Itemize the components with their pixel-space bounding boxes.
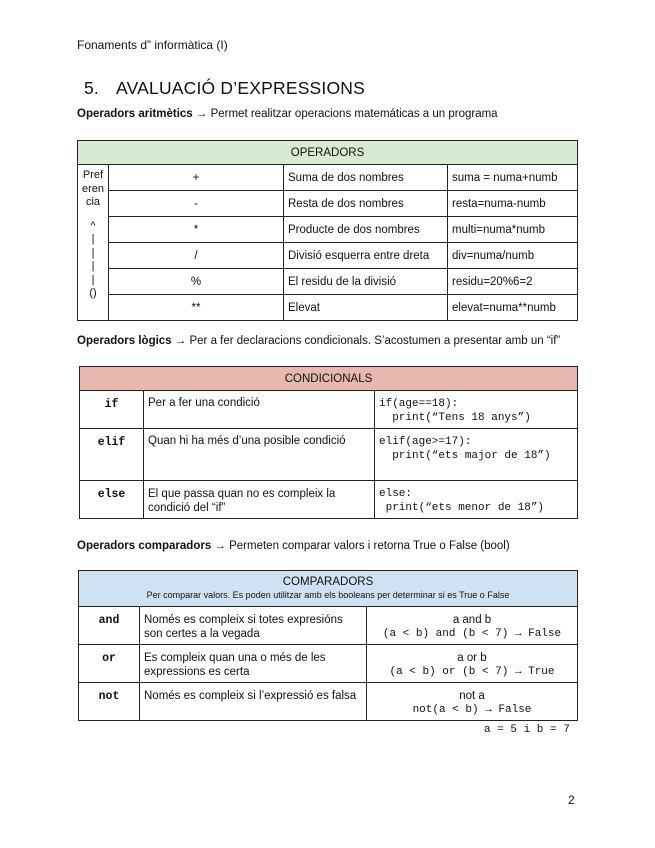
logic-intro-text: → Per a fer declaracions condicionals. S’acostumen a presentar amb un “if”: [171, 335, 561, 347]
operator-symbol: +: [109, 165, 284, 191]
section-title-text: AVALUACIÓ D’EXPRESSIONS: [116, 78, 366, 98]
keyword-cell: or: [79, 645, 140, 683]
operator-symbol: **: [109, 295, 284, 321]
precedence-arrow: |: [91, 260, 95, 272]
keyword-cell: not: [79, 683, 140, 721]
operator-symbol: *: [109, 217, 284, 243]
conditional-description: Quan hi ha més d’una posible condició: [144, 429, 375, 481]
logic-intro: [77, 335, 560, 347]
keyword-cell: if: [80, 391, 144, 429]
comparators-table: [78, 570, 578, 721]
comparators-header: [79, 571, 578, 607]
example-label: a and b: [452, 614, 492, 626]
comparators-intro: [77, 540, 510, 552]
comparator-example: [367, 683, 578, 721]
operator-example: suma = numa+numb: [448, 165, 578, 191]
code-line: print(“Tens 18 anys”): [379, 412, 531, 424]
code-line: elif(age>=17):: [379, 436, 472, 448]
conditional-code: [375, 391, 578, 429]
operator-example: div=numa/numb: [448, 243, 578, 269]
code-line: if(age==18):: [379, 398, 459, 410]
keyword-cell: and: [79, 607, 140, 645]
operators-table: [77, 140, 578, 321]
comparators-intro-text: → Permeten comparar valors i retorna True o False (bool): [211, 540, 510, 552]
operator-symbol: -: [109, 191, 284, 217]
code-line: print(“ets menor de 18”): [379, 502, 545, 514]
conditional-description: Per a fer una condició: [144, 391, 375, 429]
precedence-text: cia: [85, 196, 101, 208]
example-label: not a: [459, 690, 485, 702]
page-number: 2: [568, 793, 575, 807]
operator-description: Producte de dos nombres: [284, 217, 448, 243]
example-label: a or b: [457, 652, 487, 664]
operator-description: Elevat: [284, 295, 448, 321]
keyword-cell: else: [80, 481, 144, 519]
section-number: 5.: [84, 78, 99, 98]
code-line: else:: [379, 488, 413, 500]
section-title: [84, 78, 365, 99]
comparator-example: [367, 645, 578, 683]
precedence-arrow: |: [91, 246, 95, 259]
operator-description: Divisió esquerra entre dreta: [284, 243, 448, 269]
arith-intro: [77, 108, 498, 120]
operator-description: Resta de dos nombres: [284, 191, 448, 217]
document-header: Fonaments d” informàtica (I): [77, 38, 228, 52]
code-line: print(“ets major de 18”): [379, 450, 551, 462]
comparator-description: Només es compleix si l’expressió es falsa: [140, 683, 367, 721]
precedence-arrow: ^: [90, 219, 96, 232]
conditionals-table: [79, 366, 578, 519]
comparators-subtitle: Per comparar valors. Es poden utilitzar amb els booleans per determinar si es True o False: [146, 589, 510, 600]
arith-intro-bold: Operadors aritmètics: [77, 108, 193, 120]
operator-symbol: /: [109, 243, 284, 269]
keyword-cell: elif: [80, 429, 144, 481]
comparators-title: COMPARADORS: [282, 575, 374, 588]
logic-intro-bold: Operadors lògics: [77, 335, 172, 347]
precedence-column: [78, 165, 109, 321]
operator-description: El residu de la divisió: [284, 269, 448, 295]
precedence-arrow: |: [91, 273, 95, 286]
operator-example: elevat=numa**numb: [448, 295, 578, 321]
conditionals-title: CONDICIONALS: [80, 367, 578, 391]
precedence-parens: (): [89, 287, 97, 299]
operator-symbol: %: [109, 269, 284, 295]
operator-example: residu=20%6=2: [448, 269, 578, 295]
comparator-description: Només es compleix si totes expresións son certes a la vegada: [140, 607, 367, 645]
comparator-description: Es compleix quan una o més de les expressions es certa: [140, 645, 367, 683]
comparators-footnote: a = 5 i b = 7: [484, 724, 570, 736]
example-code: (a < b) or (b < 7) → True: [389, 666, 555, 678]
arith-intro-text: → Permet realitzar operacions matemáticas a un programa: [192, 108, 498, 120]
operators-title: OPERADORS: [78, 141, 578, 165]
operator-example: multi=numa*numb: [448, 217, 578, 243]
operator-description: Suma de dos nombres: [284, 165, 448, 191]
conditional-code: [375, 429, 578, 481]
comparators-intro-bold: Operadors comparadors: [77, 540, 212, 552]
example-code: not(a < b) → False: [412, 704, 532, 716]
precedence-text: Pref: [82, 169, 104, 181]
precedence-text: eren: [81, 182, 105, 195]
example-code: (a < b) and (b < 7) → False: [382, 628, 562, 640]
comparator-example: [367, 607, 578, 645]
operator-example: resta=numa-numb: [448, 191, 578, 217]
conditional-code: [375, 481, 578, 519]
precedence-arrow: |: [91, 233, 95, 245]
conditional-description: El que passa quan no es compleix la condició del “if”: [144, 481, 375, 519]
